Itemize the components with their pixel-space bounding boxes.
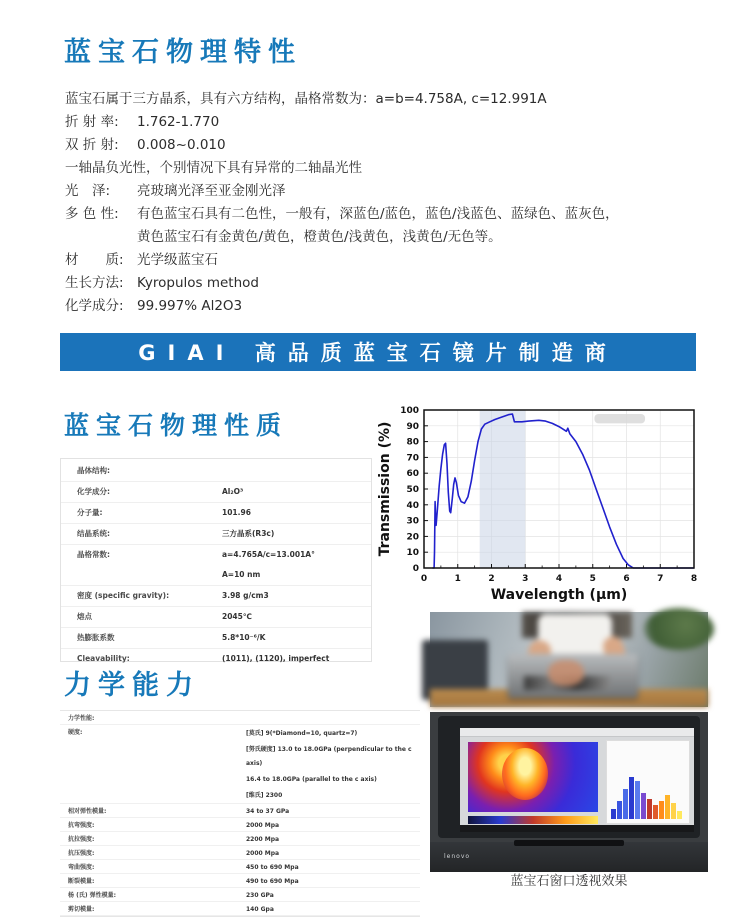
property-value: 34 to 37 GPa (246, 808, 290, 815)
taskbar-shape (460, 825, 694, 832)
property-value: 3.98 g/cm3 (222, 591, 269, 600)
intro-line-label: 多 色 性: (65, 206, 119, 222)
intro-line-text: 蓝宝石属于三方晶系，具有六方结构，晶格常数为：a=b=4.758A, c=12.991A (65, 91, 547, 107)
physical-section-title: 蓝宝石物理性质 (64, 411, 289, 440)
physical-properties-table (60, 458, 372, 662)
property-value: 2000 Mpa (246, 822, 280, 829)
chart-svg (376, 400, 706, 607)
table-row (60, 860, 420, 874)
table-row (61, 461, 371, 482)
plant-shape (644, 608, 714, 650)
intro-line-label: 化学成分: (65, 298, 124, 314)
intro-line-text: 光学级蓝宝石 (137, 252, 218, 268)
y-tick-label: 20 (406, 532, 419, 543)
histogram-bar (653, 805, 658, 819)
table-row (60, 888, 420, 902)
y-tick-label: 40 (406, 500, 419, 511)
x-tick-label: 4 (555, 574, 563, 584)
histogram-bar (617, 801, 622, 819)
property-value: [莫氏] 9(*Diamond=10, quartz=7) [努氏硬度] 13.0 to 18.0GPa (perpendicular to the c axis) 16.4 to 18.0GPa (parallel to the c axis) [维氏] 2300 (246, 730, 412, 799)
page-title: 蓝宝石物理特性 (64, 37, 302, 68)
property-label: 弯曲强度: (68, 864, 95, 871)
property-value: 140 Gpa (246, 906, 274, 913)
histogram-bar (677, 811, 682, 819)
property-label: 结晶系统: (77, 529, 110, 538)
property-value: (1011), (1120), imperfect (222, 654, 330, 663)
table-row (61, 503, 371, 524)
app-toolbar-shape (460, 728, 694, 737)
thermal-image (468, 742, 598, 812)
y-tick-label: 10 (406, 548, 419, 559)
property-label: 分子量: (77, 508, 103, 517)
y-tick-label: 50 (406, 485, 419, 495)
table-row (60, 725, 420, 804)
laptop-hinge-shape (514, 840, 624, 846)
table-row (60, 832, 420, 846)
histogram-bar (665, 795, 670, 819)
property-label: 硬度: (68, 729, 83, 736)
intro-line-text: 黄色蓝宝石有金黄色/黄色，橙黄色/浅黄色，浅黄色/无色等。 (137, 229, 502, 245)
mechanics-header-label: 力学性能: (68, 715, 95, 722)
x-tick-label: 7 (657, 574, 664, 584)
intro-line (65, 249, 715, 272)
property-value: a=4.765A/c=13.001A° A=10 nm (222, 550, 315, 579)
property-label: 杨 (氏) 弹性模量: (68, 892, 117, 899)
x-tick-label: 6 (623, 574, 630, 584)
histogram-bar (623, 789, 628, 819)
y-axis-label: Transmission (%) (377, 421, 393, 557)
property-label: 熔点 (77, 612, 92, 621)
highlight-band (480, 410, 526, 568)
intro-line-text: 0.008~0.010 (137, 137, 226, 153)
y-tick-label: 60 (406, 469, 419, 480)
property-value: 490 to 690 Mpa (246, 878, 299, 885)
property-label: 化学成分: (77, 487, 110, 496)
intro-line (65, 226, 715, 249)
laptop-screen (460, 728, 694, 832)
laptop-lid-shape (438, 716, 700, 838)
histogram-bar (611, 809, 616, 819)
property-label: 密度 (specific gravity): (77, 591, 170, 600)
property-label: 热膨胀系数 (77, 633, 115, 642)
histogram-bar (659, 801, 664, 819)
property-label: 相对弹性模量: (68, 808, 107, 815)
y-tick-label: 90 (406, 421, 419, 432)
intro-line-text: 99.997% Al2O3 (137, 298, 243, 314)
intro-line-text: Kyropulos method (137, 275, 259, 291)
histogram-bar (671, 803, 676, 819)
property-value: 三方晶系(R3c) (222, 529, 275, 538)
y-tick-label: 100 (400, 406, 419, 416)
table-row (60, 874, 420, 888)
x-tick-label: 5 (589, 574, 596, 584)
intro-line-label: 光 泽: (65, 183, 111, 199)
x-tick-label: 1 (454, 574, 461, 584)
intro-line (65, 180, 715, 203)
property-value: 2200 Mpa (246, 836, 280, 843)
thermal-colorbar (468, 816, 598, 824)
property-value: Al₂O³ (222, 487, 244, 496)
intro-line-label: 双 折 射: (65, 137, 119, 153)
laptop-base-shape (430, 842, 708, 872)
intro-line-label: 材 质: (65, 252, 124, 268)
histogram-bar (629, 777, 634, 819)
property-label: 抗弯强度: (68, 822, 95, 829)
lenovo-logo: lenovo (444, 853, 471, 860)
sapphire-window-demo-photo (430, 612, 708, 707)
intro-line (65, 203, 715, 226)
photo-content (430, 612, 708, 707)
intro-line (65, 111, 715, 134)
intro-line (65, 295, 715, 318)
banner-text: GIAI 高品质蓝宝石镜片制造商 (138, 341, 618, 365)
intro-line-label: 生长方法: (65, 275, 124, 291)
histogram-bar (647, 799, 652, 819)
property-label: Cleavability: (77, 654, 130, 663)
y-tick-label: 30 (406, 516, 419, 527)
histogram-bar (641, 793, 646, 819)
property-label: 抗压强度: (68, 850, 95, 857)
x-tick-label: 0 (420, 574, 428, 584)
table-row (61, 545, 371, 586)
property-value: 5.8*10⁻⁶/K (222, 633, 266, 642)
table-row (61, 482, 371, 503)
y-tick-label: 70 (406, 453, 419, 464)
y-tick-label: 0 (412, 564, 419, 574)
histogram-bars (611, 775, 687, 819)
thermal-imaging-laptop-photo (430, 712, 708, 872)
table-row (61, 524, 371, 545)
x-tick-label: 3 (522, 574, 529, 584)
mechanics-table (60, 710, 420, 917)
table-row (61, 586, 371, 607)
property-value: 450 to 690 Mpa (246, 864, 299, 871)
property-label: 晶体结构: (77, 466, 110, 475)
table-row (60, 818, 420, 832)
table-row (61, 628, 371, 649)
y-tick-label: 80 (406, 437, 419, 448)
intro-line (65, 272, 715, 295)
x-tick-label: 8 (690, 574, 698, 584)
table-row (60, 804, 420, 818)
legend-box (594, 414, 645, 423)
x-axis-label: Wavelength (μm) (490, 587, 628, 603)
photo-caption: 蓝宝石窗口透视效果 (510, 874, 628, 889)
property-label: 剪切模量: (68, 906, 95, 913)
intro-line-label: 折 射 率: (65, 114, 119, 130)
x-tick-label: 2 (488, 574, 495, 584)
property-value: 2045℃ (222, 612, 252, 621)
property-value: 2000 Mpa (246, 850, 280, 857)
giai-banner (60, 333, 696, 371)
histogram-bar (635, 781, 640, 819)
property-label: 抗拉强度: (68, 836, 95, 843)
intro-line-text: 1.762-1.770 (137, 114, 220, 130)
thermal-hotspot (502, 748, 548, 800)
transmission-chart (376, 400, 706, 607)
intro-line-text: 亮玻璃光泽至亚金刚光泽 (137, 183, 286, 199)
mechanics-section-title: 力学能力 (64, 670, 200, 701)
intro-line-text: 一轴晶负光性，个别情况下具有异常的二轴晶光性 (65, 160, 362, 176)
histogram-panel (606, 740, 690, 824)
intro-line (65, 88, 715, 111)
property-value (222, 461, 225, 481)
intro-line-text: 有色蓝宝石具有二色性，一般有，深蓝色/蓝色，蓝色/浅蓝色、蓝绿色、蓝灰色， (137, 206, 619, 222)
table-row (61, 607, 371, 628)
table-header-row (60, 711, 420, 725)
property-label: 断裂模量: (68, 878, 95, 885)
table-row (60, 846, 420, 860)
table-row (60, 902, 420, 916)
property-label: 晶格常数: (77, 550, 110, 559)
property-value: 101.96 (222, 508, 251, 517)
hand-through-window-shape (548, 660, 584, 686)
property-value: 230 GPa (246, 892, 274, 899)
intro-line (65, 134, 715, 157)
intro-line (65, 157, 715, 180)
intro-text-block (65, 88, 715, 318)
